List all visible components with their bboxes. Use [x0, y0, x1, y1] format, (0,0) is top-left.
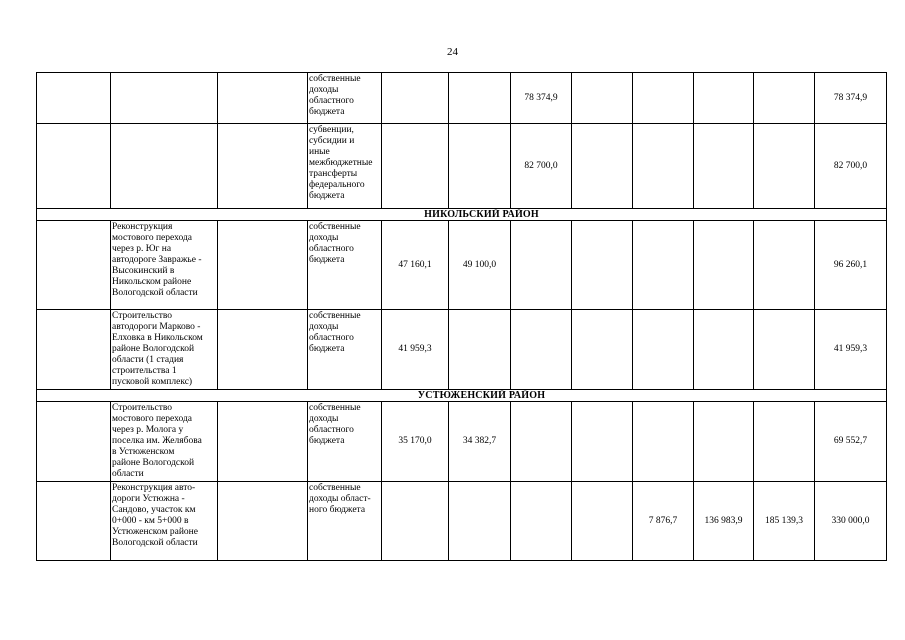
object-name-cell: Реконструкция мостового перехода через р. Юг на автодороге Завражье - Высокинский в Никольском районе Вологодской области — [111, 221, 218, 310]
funding-source-cell: собственные доходы областного бюджета — [308, 73, 382, 124]
table-body — [37, 73, 887, 561]
amount-cell — [633, 310, 694, 390]
amount-cell — [382, 482, 449, 561]
table-row — [37, 124, 887, 209]
table-row — [37, 221, 887, 310]
funding-source-cell: собственные доходы областного бюджета — [308, 221, 382, 310]
empty-cell — [218, 124, 308, 209]
section-row — [37, 209, 887, 221]
amount-cell — [694, 310, 754, 390]
amount-cell — [633, 124, 694, 209]
amount-cell — [572, 124, 633, 209]
amount-cell: 82 700,0 — [815, 124, 887, 209]
section-title: НИКОЛЬСКИЙ РАЙОН — [37, 209, 887, 221]
budget-table — [36, 72, 887, 561]
amount-cell — [694, 73, 754, 124]
amount-cell — [633, 402, 694, 482]
amount-cell: 185 139,3 — [754, 482, 815, 561]
amount-cell — [511, 310, 572, 390]
amount-cell: 96 260,1 — [815, 221, 887, 310]
row-index-cell — [37, 482, 111, 561]
amount-cell: 78 374,9 — [815, 73, 887, 124]
empty-cell — [218, 310, 308, 390]
amount-cell — [382, 124, 449, 209]
table-row — [37, 402, 887, 482]
amount-cell: 34 382,7 — [449, 402, 511, 482]
object-name-cell: Строительство автодороги Марково - Елховка в Никольском районе Вологодской области (1 стадия строительства 1 пусковой комплекс) — [111, 310, 218, 390]
funding-source-cell: собственные доходы областного бюджета — [308, 310, 382, 390]
empty-cell — [218, 73, 308, 124]
amount-cell: 7 876,7 — [633, 482, 694, 561]
amount-cell — [754, 402, 815, 482]
amount-cell — [572, 310, 633, 390]
amount-cell: 41 959,3 — [382, 310, 449, 390]
amount-cell — [511, 221, 572, 310]
amount-cell — [572, 482, 633, 561]
amount-cell: 69 552,7 — [815, 402, 887, 482]
amount-cell: 47 160,1 — [382, 221, 449, 310]
amount-cell: 78 374,9 — [511, 73, 572, 124]
amount-cell — [449, 124, 511, 209]
empty-cell — [218, 221, 308, 310]
object-name-cell — [111, 73, 218, 124]
object-name-cell: Строительство мостового перехода через р. Молога у поселка им. Желябова в Устюженском районе Вологодской области — [111, 402, 218, 482]
amount-cell — [754, 124, 815, 209]
row-index-cell — [37, 73, 111, 124]
amount-cell — [572, 402, 633, 482]
object-name-cell — [111, 124, 218, 209]
amount-cell: 49 100,0 — [449, 221, 511, 310]
row-index-cell — [37, 221, 111, 310]
section-title: УСТЮЖЕНСКИЙ РАЙОН — [37, 390, 887, 402]
funding-source-cell: субвенции, субсидии и иные межбюджетные трансферты федерального бюджета — [308, 124, 382, 209]
amount-cell — [754, 221, 815, 310]
page-number: 24 — [447, 46, 458, 58]
amount-cell — [694, 221, 754, 310]
amount-cell — [754, 73, 815, 124]
funding-source-cell: собственные доходы област- ного бюджета — [308, 482, 382, 561]
amount-cell — [694, 124, 754, 209]
amount-cell — [449, 482, 511, 561]
amount-cell: 82 700,0 — [511, 124, 572, 209]
amount-cell — [633, 221, 694, 310]
empty-cell — [218, 482, 308, 561]
amount-cell — [449, 310, 511, 390]
empty-cell — [218, 402, 308, 482]
amount-cell — [633, 73, 694, 124]
row-index-cell — [37, 310, 111, 390]
table-row — [37, 73, 887, 124]
amount-cell — [511, 402, 572, 482]
amount-cell — [754, 310, 815, 390]
section-row — [37, 390, 887, 402]
amount-cell — [572, 73, 633, 124]
amount-cell — [694, 402, 754, 482]
amount-cell — [511, 482, 572, 561]
row-index-cell — [37, 402, 111, 482]
amount-cell: 330 000,0 — [815, 482, 887, 561]
amount-cell — [449, 73, 511, 124]
amount-cell — [572, 221, 633, 310]
table-row — [37, 310, 887, 390]
funding-source-cell: собственные доходы областного бюджета — [308, 402, 382, 482]
row-index-cell — [37, 124, 111, 209]
table-row — [37, 482, 887, 561]
object-name-cell: Реконструкция авто- дороги Устюжна - Сандово, участок км 0+000 - км 5+000 в Устюженском районе Вологодской области — [111, 482, 218, 561]
amount-cell: 41 959,3 — [815, 310, 887, 390]
amount-cell: 35 170,0 — [382, 402, 449, 482]
amount-cell — [382, 73, 449, 124]
amount-cell: 136 983,9 — [694, 482, 754, 561]
